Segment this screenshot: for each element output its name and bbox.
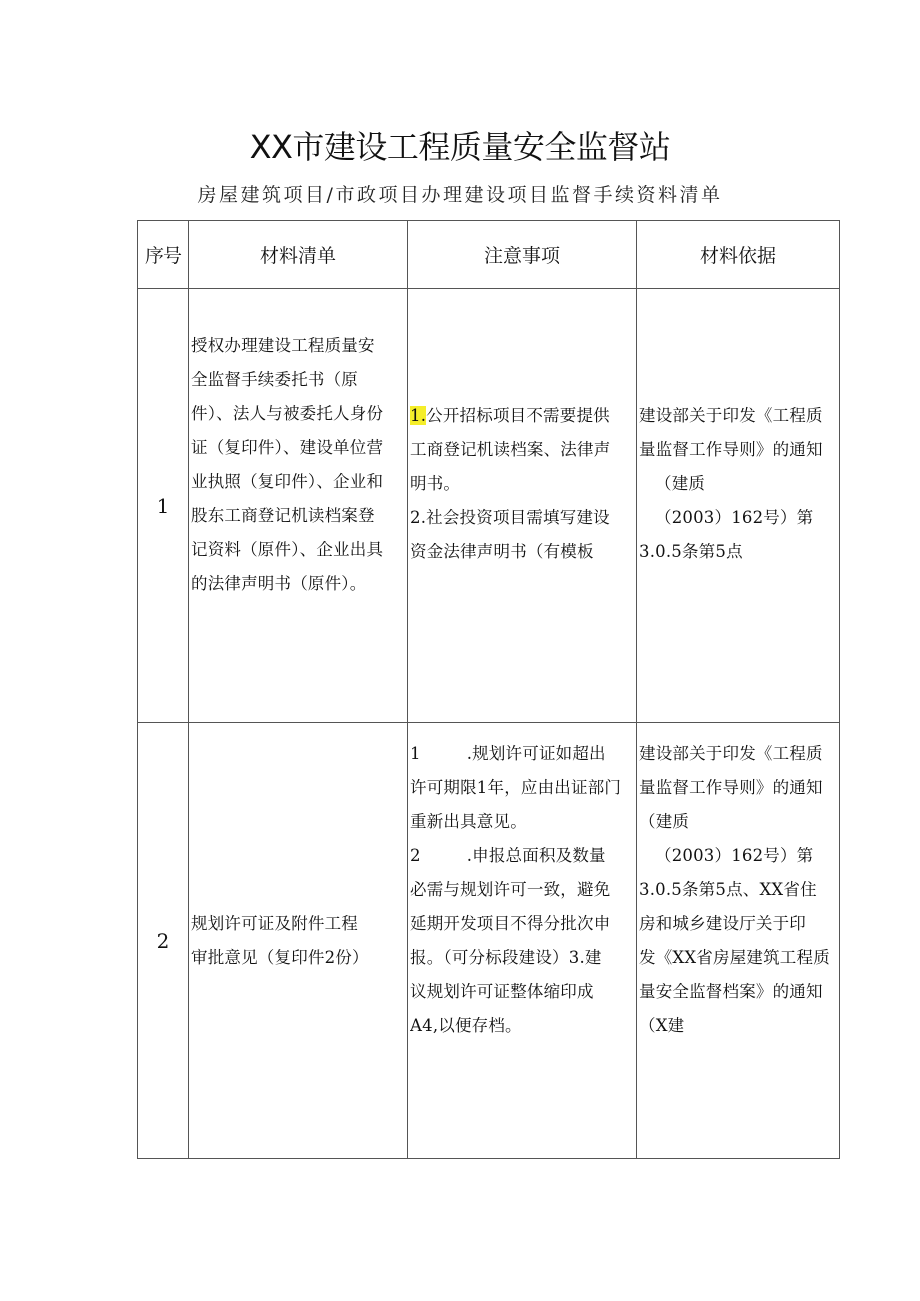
text-line: 议规划许可证整体缩印成 <box>410 982 594 1001</box>
text-line: 量监督工作导则》的通知 <box>639 778 823 797</box>
text-line: 授权办理建设工程质量安 <box>191 336 375 355</box>
text-line: （2003）162号）第 <box>655 846 814 865</box>
text-line: 审批意见（复印件2份） <box>191 947 369 967</box>
table-header-row <box>138 221 840 289</box>
text-line: 明书。 <box>410 474 461 493</box>
text-line <box>410 839 636 873</box>
text-line: 量安全监督档案》的通知 <box>639 982 823 1001</box>
text-line: 证（复印件）、建设单位营 <box>191 438 384 457</box>
materials-cell <box>189 289 408 723</box>
text-line: 房和城乡建设厅关于印 <box>639 914 806 933</box>
text-line: 的法律声明书（原件）。 <box>191 574 367 593</box>
text-line: 报。（可分标段建设）3.建 <box>410 948 602 967</box>
materials-table <box>137 220 840 1159</box>
text-line: 建设部关于印发《工程质 <box>639 744 823 763</box>
text-line: 量监督工作导则》的通知 <box>639 440 823 459</box>
header-no: 序号 <box>138 221 189 289</box>
text-line: 重新出具意见。 <box>410 812 527 831</box>
text-line: （建质 <box>655 474 706 493</box>
text-line: A4,以便存档。 <box>410 1016 522 1035</box>
text-line: 规划许可证及附件工程 <box>191 913 358 933</box>
table-row <box>138 289 840 723</box>
document-title: XX市建设工程质量安全监督站 <box>249 128 671 166</box>
notes-cell <box>408 289 637 723</box>
basis-cell <box>637 289 840 723</box>
text-line: 全监督手续委托书（原 <box>191 370 358 389</box>
document-subtitle: 房屋建筑项目/市政项目办理建设项目监督手续资料清单 <box>197 184 723 206</box>
text-line: 3.0.5条第5点 <box>639 542 743 561</box>
text-line: 件）、法人与被委托人身份 <box>191 404 384 423</box>
text-line: 资金法律声明书（有模板 <box>410 542 594 561</box>
text-line <box>410 399 636 433</box>
text-line: （2003）162号）第 <box>655 508 814 527</box>
text-line: 股东工商登记机读档案登 <box>191 506 375 525</box>
text-line: 延期开发项目不得分批次申 <box>410 914 611 933</box>
header-notes: 注意事项 <box>408 221 637 289</box>
text-line: （建质 <box>639 812 690 831</box>
text-line: 必需与规划许可一致，避免 <box>410 880 611 899</box>
text-line: 业执照（复印件）、企业和 <box>191 472 384 491</box>
text-line: 许可期限1年，应由出证部门 <box>410 778 622 797</box>
row-number: 1 <box>138 289 189 723</box>
text-line: 3.0.5条第5点、XX省住 <box>639 880 817 899</box>
note-number: 2 <box>410 846 421 865</box>
text-line <box>410 737 636 771</box>
header-materials: 材料清单 <box>189 221 408 289</box>
table-row <box>138 723 840 1159</box>
text-line: 工商登记机读档案、法律声 <box>410 440 611 459</box>
notes-cell <box>408 723 637 1159</box>
text-line: 记资料（原件）、企业出具 <box>191 540 384 559</box>
header-basis: 材料依据 <box>637 221 840 289</box>
text-line: 发《XX省房屋建筑工程质 <box>639 948 830 967</box>
note-text: 公开招标项目不需要提供 <box>426 406 610 425</box>
note-number: 1 <box>410 744 421 763</box>
basis-cell <box>637 723 840 1159</box>
text-line: （X建 <box>639 1016 685 1035</box>
text-line: 建设部关于印发《工程质 <box>639 406 823 425</box>
highlighted-number: 1. <box>410 406 427 425</box>
row-number: 2 <box>138 723 189 1159</box>
note-text: .申报总面积及数量 <box>466 846 606 865</box>
materials-cell <box>189 723 408 1159</box>
note-text: .规划许可证如超出 <box>466 744 606 763</box>
text-line: 2.社会投资项目需填写建设 <box>410 508 610 527</box>
